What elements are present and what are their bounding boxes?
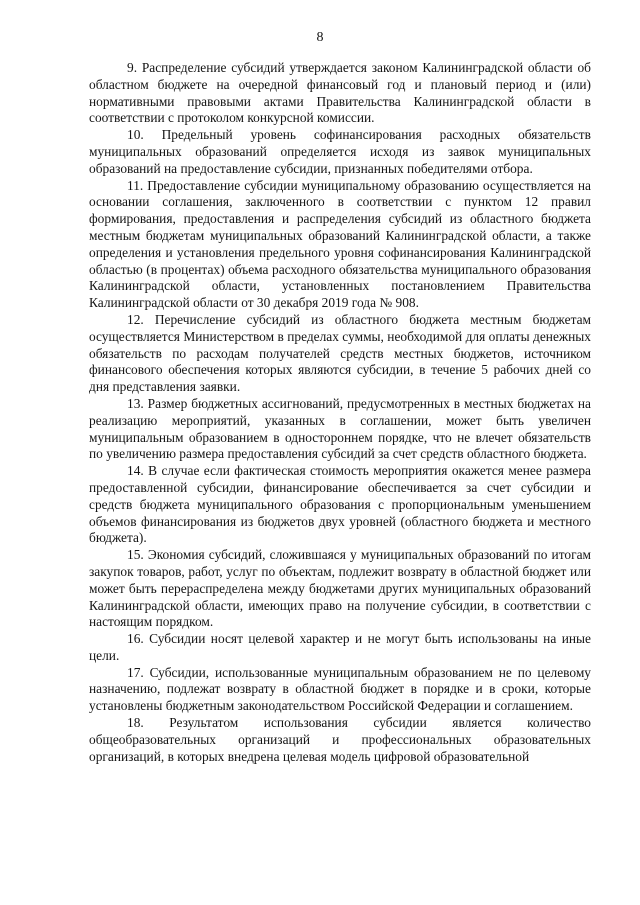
- paragraph-12: 12. Перечисление субсидий из областного бюджета местным бюджетам осуществляется Министерством в пределах суммы, необходимой для оплаты денежных обязательств по расходам получателей средств местных бюджетов, источником финансового обеспечения которых являются субсидии, в течение 5 рабочих дней со дня представления заявки.: [89, 311, 591, 395]
- document-body: [89, 60, 591, 765]
- paragraph-15: 15. Экономия субсидий, сложившаяся у муниципальных образований по итогам закупок товаров, работ, услуг по объектам, подлежит возврату в областной бюджет или может быть перераспределена между бюджетами других муниципальных образований Калининградской области, имеющих право на получение субсидии, в соответствии с настоящим порядком.: [89, 547, 591, 630]
- page-number: 8: [316, 30, 324, 45]
- paragraph-18: 18. Результатом использования субсидии является количество общеобразовательных организаций и профессиональных образовательных организаций, в которых внедрена целевая модель цифровой образовательной: [89, 715, 591, 764]
- paragraph-16: 16. Субсидии носят целевой характер и не могут быть использованы на иные цели.: [89, 631, 591, 663]
- paragraph-13: 13. Размер бюджетных ассигнований, предусмотренных в местных бюджетах на реализацию мероприятий, указанных в соглашении, может быть увеличен муниципальным образованием в одностороннем порядке, что не влечет обязательств по увеличению размера предоставления субсидий за счет средств областного бюджета.: [89, 395, 591, 462]
- paragraph-14: 14. В случае если фактическая стоимость мероприятия окажется менее размера предоставленной субсидии, финансирование обеспечивается за счет субсидии и средств бюджета муниципального образования с пропорциональным уменьшением объемов финансирования из бюджетов двух уровней (областного бюджета и местного бюджета).: [89, 463, 591, 546]
- paragraph-17: 17. Субсидии, использованные муниципальным образованием не по целевому назначению, подлежат возврату в областной бюджет в порядке и в сроки, которые установлены бюджетным законодательством Российской Федерации и соглашением.: [89, 664, 591, 714]
- paragraph-11: 11. Предоставление субсидии муниципальному образованию осуществляется на основании соглашения, заключенного в соответствии с пунктом 12 правил формирования, предоставления и распределения субсидий из областного бюджета местным бюджетам муниципальных образований Калининградской области, а также определения и установления предельного уровня софинансирования Калининградской областью (в процентах) объема расходного обязательства муниципального образования Калининградской области, установленных постановлением Правительства Калининградской области от 30 декабря 2019 года № 908.: [89, 177, 591, 311]
- paragraph-10: 10. Предельный уровень софинансирования расходных обязательств муниципальных образований определяется исходя из заявок муниципальных образований на предоставление субсидии, признанных победителями отбора.: [89, 127, 591, 176]
- paragraph-9: 9. Распределение субсидий утверждается законом Калининградской области об областном бюджете на очередной финансовый год и плановый период и (или) нормативными правовыми актами Правительства Калининградской области в соответствии с протоколом конкурсной комиссии.: [89, 60, 591, 126]
